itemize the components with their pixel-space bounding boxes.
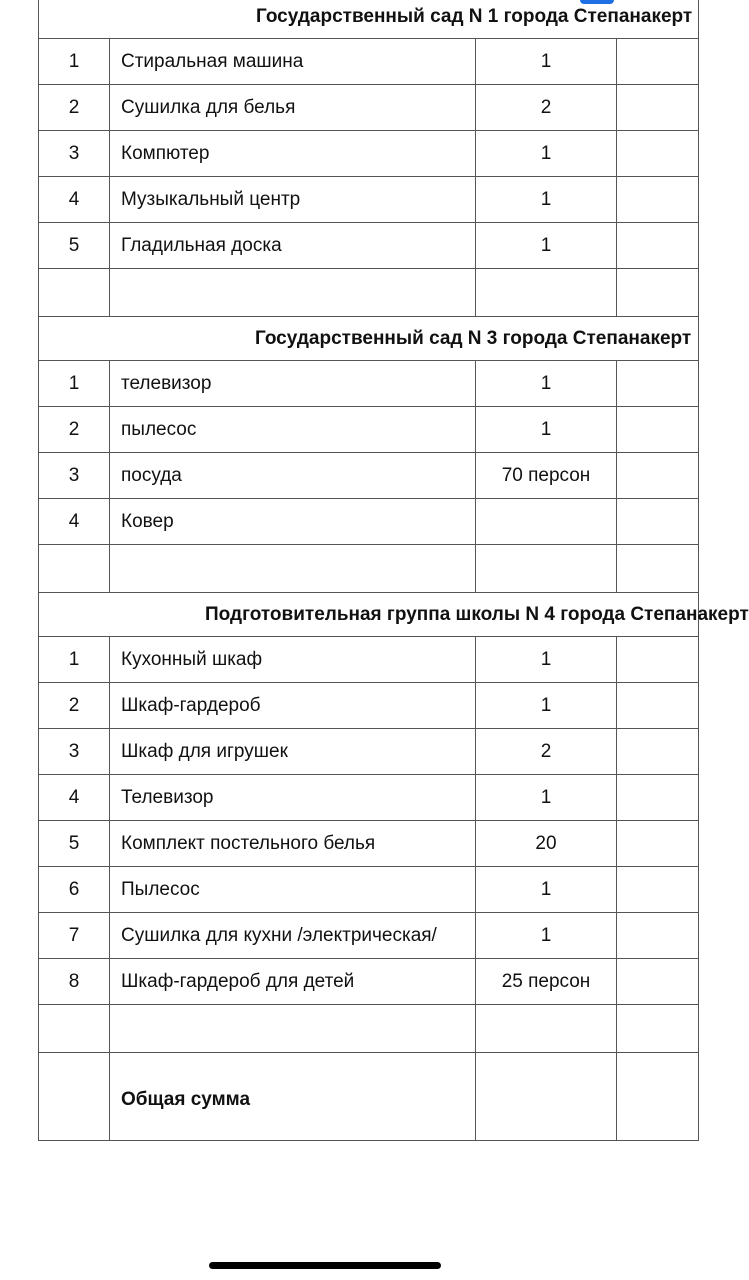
section-title bbox=[39, 0, 699, 39]
item-extra-cell bbox=[617, 407, 699, 453]
section-header-row bbox=[39, 593, 699, 637]
item-name: Компютер bbox=[110, 131, 476, 177]
item-extra-cell bbox=[617, 637, 699, 683]
row-number: 2 bbox=[39, 407, 110, 453]
row-number: 4 bbox=[39, 499, 110, 545]
item-quantity: 2 bbox=[476, 85, 617, 131]
item-quantity: 1 bbox=[476, 913, 617, 959]
table-row bbox=[39, 867, 699, 913]
item-extra-cell bbox=[617, 39, 699, 85]
item-extra-cell bbox=[617, 959, 699, 1005]
item-name: Шкаф для игрушек bbox=[110, 729, 476, 775]
blank-cell bbox=[110, 545, 476, 593]
item-quantity: 1 bbox=[476, 39, 617, 85]
row-number: 1 bbox=[39, 361, 110, 407]
item-name: Гладильная доска bbox=[110, 223, 476, 269]
row-number: 3 bbox=[39, 453, 110, 499]
table-row bbox=[39, 131, 699, 177]
item-name: Стиральная машина bbox=[110, 39, 476, 85]
item-name: Сушилка для кухни /электрическая/ bbox=[110, 913, 476, 959]
item-extra-cell bbox=[617, 683, 699, 729]
blank-cell bbox=[617, 1005, 699, 1053]
item-quantity bbox=[476, 499, 617, 545]
row-number: 8 bbox=[39, 959, 110, 1005]
inventory-table bbox=[38, 0, 749, 1141]
blank-cell bbox=[476, 545, 617, 593]
blank-row bbox=[39, 269, 699, 317]
table-row bbox=[39, 913, 699, 959]
row-number: 5 bbox=[39, 821, 110, 867]
table-row bbox=[39, 223, 699, 269]
table-row bbox=[39, 407, 699, 453]
row-number: 3 bbox=[39, 131, 110, 177]
item-name: Кухонный шкаф bbox=[110, 637, 476, 683]
item-name: пылесос bbox=[110, 407, 476, 453]
item-extra-cell bbox=[617, 361, 699, 407]
row-number: 2 bbox=[39, 683, 110, 729]
table-row bbox=[39, 177, 699, 223]
item-name: посуда bbox=[110, 453, 476, 499]
table-row bbox=[39, 361, 699, 407]
item-quantity: 1 bbox=[476, 637, 617, 683]
row-number: 5 bbox=[39, 223, 110, 269]
blank-cell bbox=[39, 545, 110, 593]
item-quantity: 1 bbox=[476, 177, 617, 223]
item-extra-cell bbox=[617, 821, 699, 867]
section-header-row bbox=[39, 317, 699, 361]
item-quantity: 20 bbox=[476, 821, 617, 867]
blank-cell bbox=[617, 269, 699, 317]
table-row bbox=[39, 683, 699, 729]
item-quantity: 2 bbox=[476, 729, 617, 775]
item-extra-cell bbox=[617, 867, 699, 913]
row-number: 1 bbox=[39, 39, 110, 85]
item-extra-cell bbox=[617, 775, 699, 821]
section-title bbox=[39, 593, 749, 637]
item-name: Телевизор bbox=[110, 775, 476, 821]
item-name: Шкаф-гардероб для детей bbox=[110, 959, 476, 1005]
blank-cell bbox=[39, 269, 110, 317]
table-row bbox=[39, 39, 699, 85]
item-quantity: 1 bbox=[476, 361, 617, 407]
row-number: 6 bbox=[39, 867, 110, 913]
item-extra-cell bbox=[617, 729, 699, 775]
total-number-cell bbox=[39, 1053, 110, 1141]
item-extra-cell bbox=[617, 499, 699, 545]
section-header-row bbox=[39, 0, 699, 39]
row-number: 7 bbox=[39, 913, 110, 959]
item-quantity: 25 персон bbox=[476, 959, 617, 1005]
total-label: Общая сумма bbox=[110, 1053, 476, 1141]
row-number: 1 bbox=[39, 637, 110, 683]
item-name: Сушилка для белья bbox=[110, 85, 476, 131]
blank-cell bbox=[476, 1005, 617, 1053]
blank-cell bbox=[110, 1005, 476, 1053]
blank-cell bbox=[110, 269, 476, 317]
item-extra-cell bbox=[617, 913, 699, 959]
blank-cell bbox=[617, 545, 699, 593]
section-title-text: Государственный сад N 3 города Степанакерт bbox=[255, 327, 692, 349]
row-number: 4 bbox=[39, 775, 110, 821]
row-number: 4 bbox=[39, 177, 110, 223]
row-number: 3 bbox=[39, 729, 110, 775]
table-row bbox=[39, 729, 699, 775]
blank-cell bbox=[476, 269, 617, 317]
item-name: Пылесос bbox=[110, 867, 476, 913]
table-row bbox=[39, 453, 699, 499]
section-title-text: Государственный сад N 1 города Степанакерт bbox=[256, 5, 693, 27]
row-number: 2 bbox=[39, 85, 110, 131]
table-row bbox=[39, 499, 699, 545]
item-name: Комплект постельного белья bbox=[110, 821, 476, 867]
item-name: Ковер bbox=[110, 499, 476, 545]
table-row bbox=[39, 959, 699, 1005]
item-extra-cell bbox=[617, 177, 699, 223]
item-quantity: 70 персон bbox=[476, 453, 617, 499]
item-extra-cell bbox=[617, 85, 699, 131]
total-extra-cell bbox=[617, 1053, 699, 1141]
item-quantity: 1 bbox=[476, 131, 617, 177]
item-extra-cell bbox=[617, 453, 699, 499]
item-extra-cell bbox=[617, 223, 699, 269]
blank-cell bbox=[39, 1005, 110, 1053]
item-extra-cell bbox=[617, 131, 699, 177]
table-row bbox=[39, 775, 699, 821]
section-title-text: Подготовительная группа школы N 4 города Степанакерт bbox=[205, 603, 749, 625]
blank-row bbox=[39, 545, 699, 593]
home-indicator[interactable] bbox=[209, 1262, 441, 1269]
item-quantity: 1 bbox=[476, 775, 617, 821]
section-title bbox=[39, 317, 699, 361]
table-row bbox=[39, 637, 699, 683]
item-quantity: 1 bbox=[476, 407, 617, 453]
item-quantity: 1 bbox=[476, 683, 617, 729]
item-name: Шкаф-гардероб bbox=[110, 683, 476, 729]
table-row bbox=[39, 821, 699, 867]
total-row bbox=[39, 1053, 699, 1141]
item-quantity: 1 bbox=[476, 223, 617, 269]
table-row bbox=[39, 85, 699, 131]
item-quantity: 1 bbox=[476, 867, 617, 913]
blank-row bbox=[39, 1005, 699, 1053]
item-name: телевизор bbox=[110, 361, 476, 407]
total-quantity-cell bbox=[476, 1053, 617, 1141]
item-name: Музыкальный центр bbox=[110, 177, 476, 223]
